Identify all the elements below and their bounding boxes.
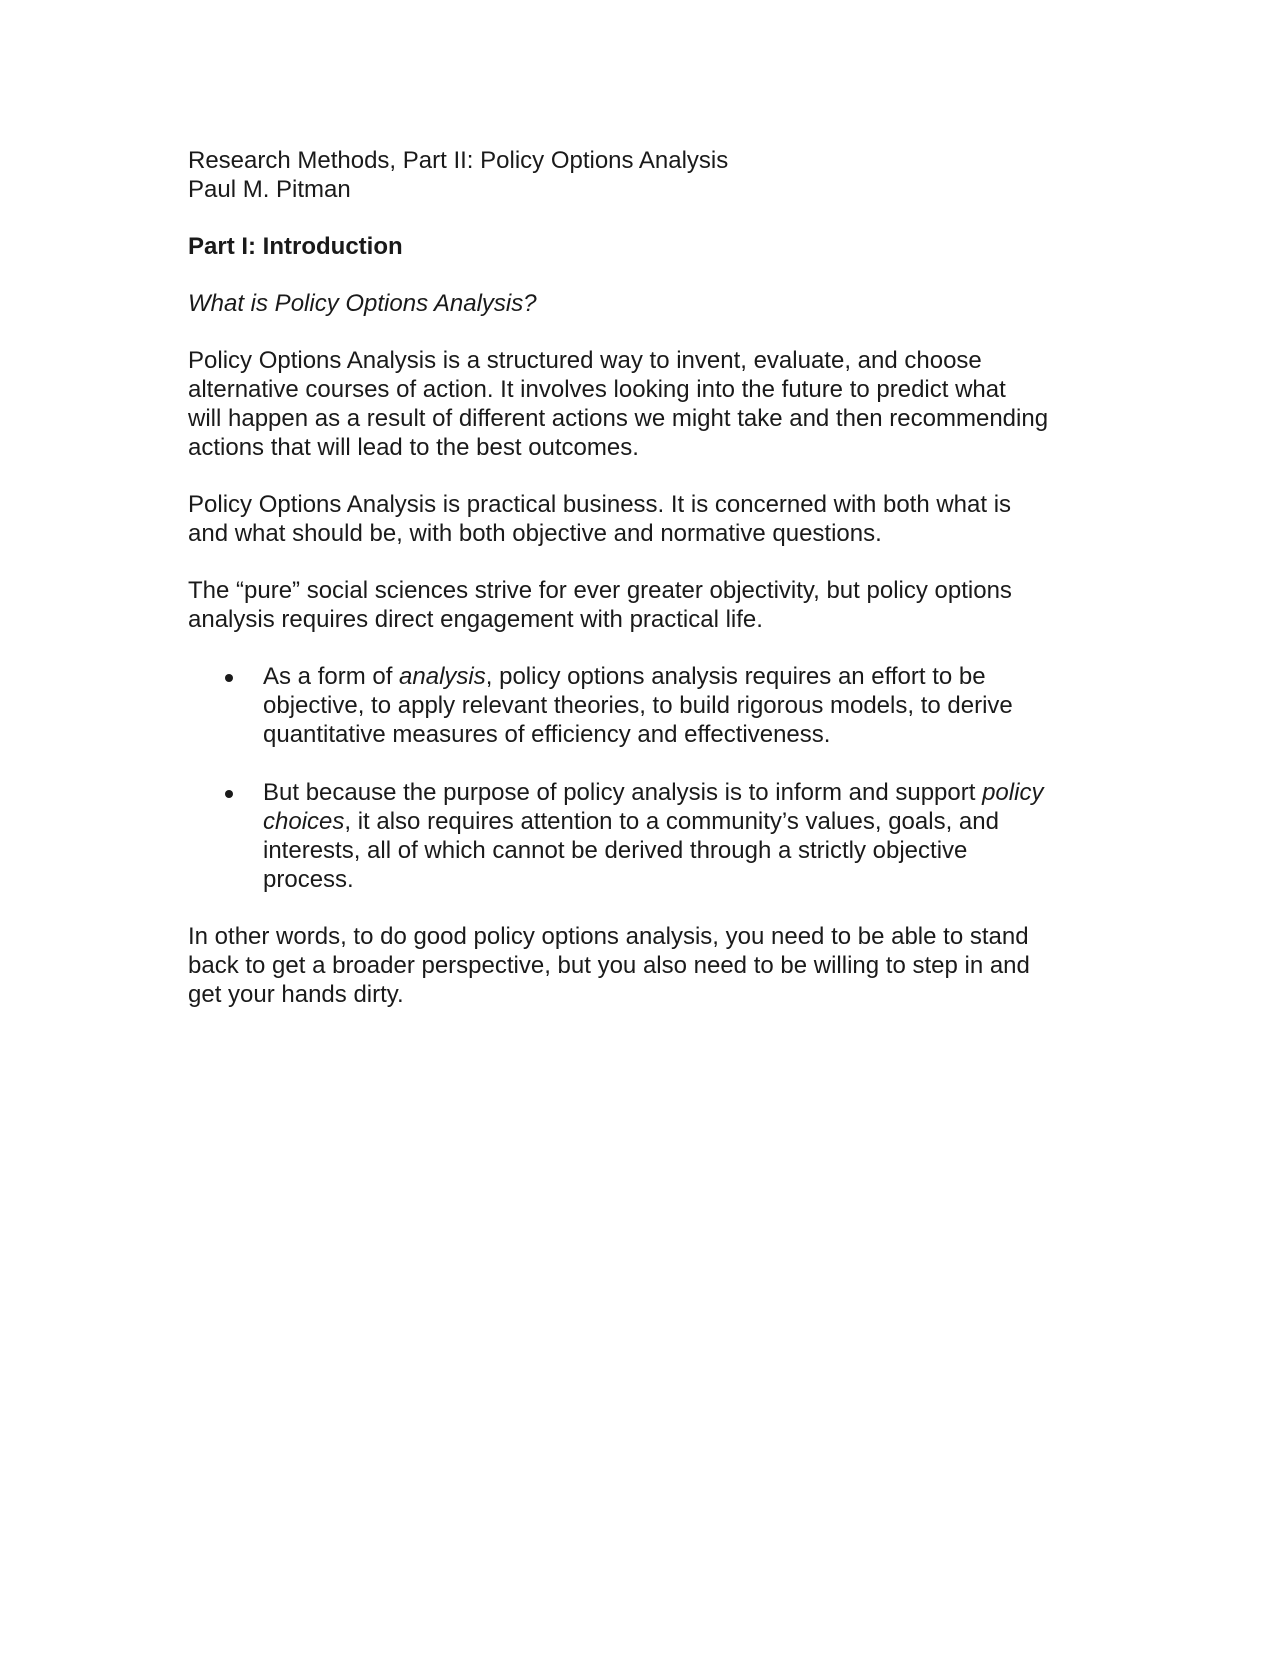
bullet-line — [263, 662, 1108, 691]
paragraph-line: get your hands dirty. — [188, 981, 404, 1008]
paragraph-line: back to get a broader perspective, but you also need to be willing to step in and — [188, 952, 1030, 979]
bullet-text: But because the purpose of policy analysis is to inform and support — [263, 779, 983, 806]
bullet-line: process. — [263, 866, 354, 893]
bullet-line: objective, to apply relevant theories, to build rigorous models, to derive — [263, 692, 1013, 719]
paragraph-definition — [188, 346, 1108, 462]
document-header — [188, 146, 1108, 204]
document-title: Research Methods, Part II: Policy Options Analysis — [188, 147, 729, 174]
paragraph-practical — [188, 490, 1108, 548]
paragraph-line: Policy Options Analysis is practical business. It is concerned with both what is — [188, 491, 1012, 518]
paragraph-line: The “pure” social sciences strive for ever greater objectivity, but policy options — [188, 577, 1012, 604]
bullet-line — [263, 807, 1108, 836]
bullet-line: interests, all of which cannot be derived through a strictly objective — [263, 837, 968, 864]
paragraph-line: Policy Options Analysis is a structured way to invent, evaluate, and choose — [188, 347, 982, 374]
bullet-item-analysis — [188, 662, 1108, 749]
bullet-text: , policy options analysis requires an effort to be — [485, 663, 986, 690]
paragraph-line: alternative courses of action. It involves looking into the future to predict what — [188, 376, 1006, 403]
document-author: Paul M. Pitman — [188, 176, 351, 203]
paragraph-line: actions that will lead to the best outcomes. — [188, 434, 639, 461]
bullet-line — [263, 778, 1108, 807]
part-heading: Part I: Introduction — [188, 233, 403, 260]
bullet-text: As a form of — [263, 663, 400, 690]
paragraph-conclusion — [188, 922, 1108, 1009]
bullet-icon — [225, 790, 233, 798]
bullet-item-policy-choices — [188, 778, 1108, 894]
paragraph-line: In other words, to do good policy options analysis, you need to be able to stand — [188, 923, 1029, 950]
question-heading: What is Policy Options Analysis? — [188, 290, 537, 317]
bullet-emphasis: choices — [263, 808, 345, 835]
bullet-list — [188, 662, 1108, 894]
paragraph-line: and what should be, with both objective and normative questions. — [188, 520, 882, 547]
bullet-emphasis: analysis — [399, 663, 486, 690]
bullet-emphasis: policy — [982, 779, 1044, 806]
bullet-icon — [225, 674, 233, 682]
paragraph-line: will happen as a result of different actions we might take and then recommending — [188, 405, 1049, 432]
bullet-text: , it also requires attention to a community’s values, goals, and — [344, 808, 999, 835]
bullet-line: quantitative measures of efficiency and effectiveness. — [263, 721, 831, 748]
document-page — [188, 146, 1108, 1009]
paragraph-social-sciences — [188, 576, 1108, 634]
paragraph-line: analysis requires direct engagement with practical life. — [188, 606, 763, 633]
